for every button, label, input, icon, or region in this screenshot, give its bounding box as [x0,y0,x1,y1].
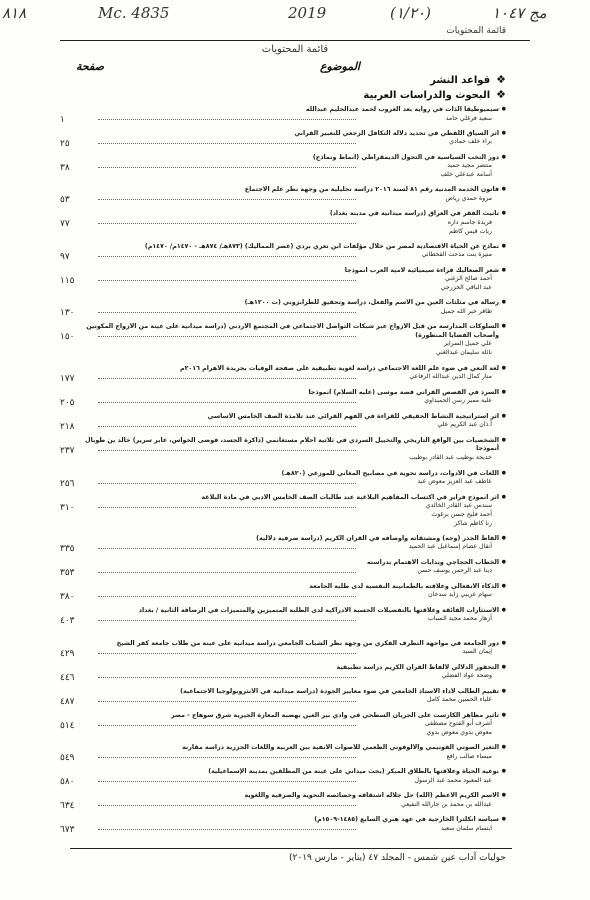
dot-leader [98,620,356,621]
dot-leader [98,402,356,403]
dot-leader [98,143,356,144]
entry-page-number: ٣٣٥ [60,543,75,554]
dot-leader [98,596,356,597]
entry-author: وضحة عواد الفضلي [441,672,492,680]
entry-author: ابتسام سلمان سعيد [440,824,492,832]
entry-title: ● التحقور الدلالي لألفاظ القرآن الكريم دراسة تطبيقية [64,664,506,673]
entry-author: ميساء صالب رافع [446,752,492,760]
entry-page-number: ٤٤٦ [60,672,75,683]
entry-author: عبدالله بن محمد بن جارالله النفيعي [401,800,492,808]
entry-author: ظافر خير الله جميل [440,307,492,315]
entry-author: منيرة بنت مدحت القحطاني [421,251,492,259]
entry-page-number: ٦٣٤ [60,801,75,812]
entry-title: ● سياسة انكلترا الخارجية في عهد هنري السابع (١٤٨٥-١٥٠٩م) [64,816,506,825]
toc-title: قائمة المحتويات [261,44,329,55]
entry-author: أ.ذان عبد الكريم علي [437,421,492,429]
handwritten-annotations [0,4,590,26]
entry-title: ● الشخصيات بين الواقع التاريخي والتخييل السردي في ثلاثية أحلام مستغانمي (ذاكرة الجسد، فوضى الحواس، عابر سرير) خالد بن طوبال أنموذجا [64,437,506,454]
toc-entry[interactable] [60,792,506,812]
entry-author: خديجة بوطيب عبد القادر بوطيب [409,453,492,461]
entry-page-number: ٧٧ [60,219,70,230]
dot-leader [98,548,356,549]
toc-entry[interactable] [60,558,506,578]
entry-author: ريات قيس كاظم [449,227,492,235]
bullet-arrow-icon: ❖ [496,88,506,101]
dot-leader [98,701,356,702]
entry-authors [64,340,506,358]
column-header-page: صفحة [76,60,104,73]
dot-leader [98,781,356,782]
entry-author: معوض بدوي معوض بدوي [426,729,492,737]
page-footer: حوليات آداب عين شمس - المجلد ٤٧ (يناير - مارس ٢٠١٩) [289,853,506,863]
entry-author: نائلة سليمان عبدالغني [435,349,492,357]
toc-entry[interactable] [60,153,506,180]
toc-entry[interactable] [60,711,506,738]
entry-title: ● السلوكات المدارسة من قبل الأزواج عبر شبكات التواصل الاجتماعي في المجتمع الأردني (دراسة ميدانية على عينة من الأزواج المكونين وأصحاب القضايا المنظورة) [64,323,506,340]
entry-authors [64,162,506,180]
entry-page-number: ٦٧٣ [60,825,75,836]
entry-author: علي جميل السراير [443,340,492,348]
handwritten-shelf-note: Mc. 4835 [98,4,170,22]
dot-leader [98,572,356,573]
entry-title: ● الذكاء الانفعالي وعلاقته بالطمأنينة النفسية لدى طلبة الجامعة [64,583,506,592]
section-publishing-rules[interactable]: ❖قواعد النشر [430,73,506,86]
entry-authors [64,275,506,293]
entry-page-number: ٢٥ [60,138,70,149]
entry-page-number: ٤٨٧ [60,696,75,707]
entry-author: إيمان السيد [462,648,492,656]
entry-page-number: ٢١٨ [60,421,75,432]
dot-leader [98,256,356,257]
dot-leader [98,426,356,427]
toc-entry[interactable] [60,606,506,626]
toc-entry[interactable] [60,412,506,432]
entry-author: عاطف عبد العزيز معوض عبد [417,478,492,486]
dot-leader [98,336,356,337]
toc-entry[interactable] [60,816,506,836]
toc-entry[interactable] [60,388,506,408]
handwritten-volume-note: (١/٢٠) [390,4,431,22]
entry-page-number: ٢٥٦ [60,478,75,489]
entry-title: ● الخطاب الحجاجي وبدايات الاهتمام بدراسته [64,559,506,568]
entry-title: ● الاستثارات الفائقة وعلاقتها بالتفضيلات الحسية الادراكية لدى الطلبة المتميزين والمتميزات في الرصافة الثانية / بغداد [64,607,506,616]
top-rule [60,40,530,41]
column-header-topic: الموضوع [319,60,360,73]
running-header: قائمة المحتويات [446,26,506,36]
entry-author: علية ممير رسن الحميداوي [424,397,492,405]
entry-title: ● دور النخب السياسية في التحول الديمقراطي (أنماط ونماذج) [64,154,506,163]
toc-entry[interactable] [60,364,506,384]
entry-author: أشرف أبو الفتوح مصطفى [424,720,492,728]
entry-page-number: ٣٥٣ [60,567,75,578]
entry-page-number: ١٧٧ [60,373,75,384]
entry-page-number: ١٣٠ [60,308,75,319]
toc-entry[interactable] [60,323,506,358]
entry-page-number: ٥١٤ [60,720,75,731]
entry-author: سعيد فرغلي حامد [445,114,492,122]
dot-leader [98,483,356,484]
toc-entry[interactable] [60,106,506,125]
toc-entry[interactable] [60,266,506,293]
toc-entry[interactable] [60,242,506,262]
dot-leader [98,805,356,806]
toc-entry[interactable] [60,299,506,319]
entry-author: سندس عبد القادر الخالدي [425,502,492,510]
dot-leader [98,378,356,379]
toc-entry[interactable] [60,744,506,764]
entry-title: ● شعر الصعاليك قراءة سيميائية لامية العرب أنموذجا [64,267,506,276]
toc-entry[interactable] [60,639,506,659]
toc-entry[interactable] [60,582,506,602]
entry-page-number: ١ [60,115,65,125]
entry-title: ● تقييم الطالب لأداء الأستاذ الجامعي في ضوء معايير الجودة (دراسة ميدانية في الأنثروبولوجيا الاجتماعية) [64,688,506,697]
entry-author: منتصر مجيد حميد [447,162,492,170]
toc-entry[interactable] [60,469,506,489]
bottom-rule [70,848,512,849]
dot-leader [98,725,356,726]
toc-entry[interactable] [60,687,506,707]
dot-leader [98,199,356,200]
entry-title: ● اللغات في الأدوات، دراسة نحوية في مصابيح المغاني للموزعي (٨٢٠هـ) [64,470,506,479]
entry-author: أنقال عصام إسماعيل عبد الحميد [408,543,492,551]
toc-entry[interactable] [60,768,506,788]
entry-page-number: ٥٤٩ [60,753,75,764]
entry-author: أحمد صالح الزعبي [444,275,492,283]
toc-entry[interactable] [60,210,506,236]
entry-page-number: ١٥٠ [60,332,75,343]
entry-author: رنا كاظم شاكر [454,520,492,528]
entry-author: فريدة جاسم داره [447,218,492,226]
handwritten-code: مج ١٠٤٧ [492,4,547,22]
entry-author: أسامة عبدعلي خلف [440,171,492,179]
entry-author: سهام عريبي زايد سدخان [428,591,492,599]
entry-author: دينا عبد الرحمن يوسف حسن [417,567,492,575]
entry-page-number: ٤٢٩ [60,648,75,659]
entry-author: أزهار محمد مجيد السباب [427,615,492,623]
entry-page-number: ٣١٠ [60,502,75,513]
entry-page-number: ١١٥ [60,275,75,286]
entry-title: ● تأثير مظاهر الكارست على الجريان السطحي في وادي بير العين بهضبة المعازة الجيرية شرق سوهاج - مصر [64,712,506,721]
toc-entry[interactable] [60,663,506,683]
entry-author: عبد الباقي الخزرجي [440,284,492,292]
entry-page-number: ٣٨ [60,162,70,173]
entry-title: ● التغير الصوتي الفونيمي والألوفوني الطعمي للأصوات الأنفية بين العربية واللغات الجزرية دراسة مقارنة [64,744,506,753]
entry-page-number: ٥٣ [60,195,70,206]
dot-leader [98,119,356,120]
section-arabic-studies[interactable]: ❖البحوث والدراسات العربية [363,88,506,101]
entry-title: ● أثر السياق اللفظي في تحديد دلالة التكافل الزجعي للتعبير القرآني [64,130,506,139]
entry-authors [64,720,506,738]
entry-page-number: ٣٨٠ [60,591,75,602]
bullet-arrow-icon: ❖ [496,73,506,86]
entry-title: ● الاسم الكريم الأعظم (الله) جل جلاله اشتقاقه وخصائصه النحوية والصرفية واللغوية [64,792,506,801]
toc-entry[interactable] [60,493,506,529]
entry-title: ● سيميوطيقا الذات في رواية بعد الغروب لحمد عبدالحليم عبدالله [64,106,506,115]
entry-authors [64,454,506,463]
dot-leader [98,167,356,168]
entry-title: ● دور الجامعة في مواجهة التطرف الفكري من وجهة نظر الشباب الجامعي دراسة ميدانية على عينة من طلاب جامعة كفر الشيخ [64,640,506,649]
entry-title: ● قانون الخدمة المدنية رقم ٨١ لسنة ٢٠١٦ دراسة تحليلية من وجهة نظر علم الاجتماع [64,186,506,195]
dot-leader [98,450,356,451]
entry-title: ● نوعية الحياة وعلاقتها بالطلاق المبكر (بحث ميداني على عينة من المطلقين بمدينة الإسماعيلية) [64,768,506,777]
entry-title: ● رسالة في مثلثات العين من الاسم والفعل، دراسة وتحقيق للطرابزوني (ت ١٢٠٠هـ) [64,299,506,308]
dot-leader [98,507,356,508]
toc-entry[interactable] [60,186,506,206]
entry-author: علياء الحسين محمد كامل [427,696,492,704]
entry-title: ● ألفاظ الجذر (وجه) ومشتقاته وأوصافه في القرآن الكريم (دراسة صرفية دلالية) [64,535,506,544]
entry-page-number: ٤٠٣ [60,615,75,626]
toc-entry[interactable] [60,129,506,149]
entry-title: ● أثر أنموذج فراير في اكتساب المفاهيم البلاغية عند طالبات الصف الخامس الأدبي في مادة البلاغة [64,494,506,503]
entry-authors [64,219,506,237]
dot-leader [98,757,356,758]
entry-author: منار كمال الدين عبدالله الرفاعي [409,373,492,381]
entry-page-number: ٢٠٥ [60,397,75,408]
toc-entry[interactable] [60,436,506,463]
entry-author: مروة حمدي رياض [445,194,492,202]
dot-leader [98,312,356,313]
entry-title: ● نماذج عن الحياة الاقتصادية لمصر من خلال مؤلفات ابن تغري بردي (عصر المماليك) (٨٧٣هـ/ ٨٧٤هـ - ١٤٧٠م/ ١٤٧٠م) [64,243,506,252]
entry-author: أحمد فليح حسن برغوث [431,511,492,519]
dot-leader [98,280,356,281]
handwritten-page-ref: ٨١٨ [2,4,27,22]
entry-author: براء خلف حمادي [449,138,492,146]
entry-page-number: ٥٨٠ [60,777,75,788]
entry-page-number: ٢٣٧ [60,445,75,456]
entry-title: ● لغة النعي في ضوء علم اللغة الاجتماعي دراسة لغوية تطبيقية على صفحة الوفيات بجريدة الأهرام ٢٠١٦م [64,365,506,374]
entry-title: ● السرد في القصص القرآني قصة موسى (عليه السلام) أنموذجا [64,389,506,398]
entry-title: ● تأنيث الفقر في العراق (دراسة ميدانية في مدينة بغداد) [64,210,506,219]
dot-leader [98,677,356,678]
entry-page-number: ٩٧ [60,251,70,262]
entry-author: عبد المعبود محمد عبد الرسول [414,776,492,784]
entry-title: ● أثر استراتيجية النشاط الحقيقي للقراءة في الفهم القرائي عند تلامذة الصف الخامس الأساسي [64,413,506,422]
dot-leader [98,829,356,830]
dot-leader [98,653,356,654]
handwritten-year: 2019 [288,4,327,22]
dot-leader [98,223,356,224]
toc-entry[interactable] [60,534,506,554]
